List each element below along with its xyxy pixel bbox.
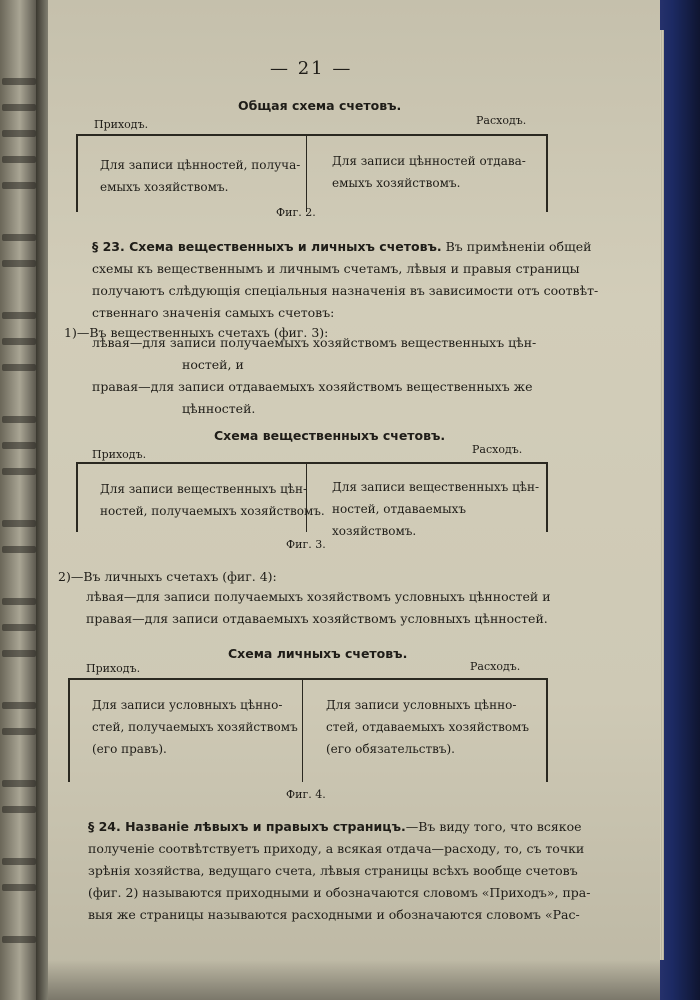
scheme2-right-cell: Для записи вещественныхъ цѣн- ностей, отдаваемыхъ хозяйствомъ. <box>332 480 540 538</box>
section23-paragraph: § 23. Схема вещественныхъ и личныхъ счетовъ. Въ примѣненіи общей схемы къ вещественнымъ и личнымъ счетамъ, лѣвыя и правыя страницы получаютъ слѣдующія спеціальныя назначенія въ зависимости отъ соотвѣт- ственнаго значенія самыхъ счетовъ: <box>92 239 599 320</box>
scheme1-right-header: Расходъ. <box>476 114 527 127</box>
scheme2-title: Схема вещественныхъ счетовъ. <box>214 428 446 443</box>
scheme3-title: Схема личныхъ счетовъ. <box>228 646 408 661</box>
figure2-caption: Фиг. 2. <box>276 206 316 219</box>
scheme2-left-cell: Для записи вещественныхъ цѣн- ностей, получаемыхъ хозяйствомъ. <box>100 482 325 518</box>
scheme1-table <box>76 134 548 212</box>
figure3-caption: Фиг. 3. <box>286 538 326 551</box>
figure4-caption: Фиг. 4. <box>286 788 326 801</box>
section23-heading: § 23. Схема вещественныхъ и личныхъ счетовъ. <box>92 239 442 254</box>
scheme3-right-header: Расходъ. <box>470 660 521 673</box>
section24-paragraph: § 24. Названіе лѣвыхъ и правыхъ страницъ.—Въ виду того, что всякое полученіе соотвѣтствуетъ приходу, а всякая отдача—расходу, то, съ точки зрѣнія хозяйства, ведущаго счета, лѣвыя страницы всѣхъ вообще счетовъ (фиг. 2) называются приходными и обозначаются словомъ «Приходъ», пра- выя же страницы называются расходными и обозначаются словомъ «Рас- <box>88 819 591 922</box>
scheme2-left-header: Приходъ. <box>92 448 147 461</box>
scheme3-right-cell: Для записи условныхъ цѣнно- стей, отдаваемыхъ хозяйствомъ (его обязательствъ). <box>326 698 530 756</box>
book-page <box>48 0 660 1000</box>
item2-label: 2)—Въ личныхъ счетахъ (фиг. 4): <box>58 569 277 584</box>
page-bottom-shadow <box>48 960 660 1000</box>
scheme1-left-cell: Для записи цѣнностей, получа- емыхъ хозяйствомъ. <box>100 158 301 194</box>
section24-heading: § 24. Названіе лѣвыхъ и правыхъ страницъ. <box>88 819 406 834</box>
item2-details: лѣвая—для записи получаемыхъ хозяйствомъ условныхъ цѣнностей и правая—для записи отдаваемыхъ хозяйствомъ условныхъ цѣнностей. <box>86 589 551 626</box>
page-number: — 21 — <box>270 58 353 79</box>
scheme1-title: Общая схема счетовъ. <box>238 98 402 113</box>
item1-details: лѣвая—для записи получаемыхъ хозяйствомъ вещественныхъ цѣн- ностей, и правая—для записи отдаваемыхъ хозяйствомъ вещественныхъ же цѣнностей. <box>92 335 537 416</box>
scheme1-left-header: Приходъ. <box>94 118 149 131</box>
scheme3-left-header: Приходъ. <box>86 662 141 675</box>
scheme3-table <box>68 678 548 782</box>
scheme2-table <box>76 462 548 538</box>
scheme1-right-cell: Для записи цѣнностей отдава- емыхъ хозяйствомъ. <box>332 154 526 190</box>
scheme3-left-cell: Для записи условныхъ цѣнно- стей, получаемыхъ хозяйствомъ (его правъ). <box>92 698 298 756</box>
left-page-text-fragments <box>0 0 38 1000</box>
item1-label: 1)—Въ вещественныхъ счетахъ (фиг. 3): <box>64 325 329 340</box>
book-cover <box>654 0 700 1000</box>
scheme2-right-header: Расходъ. <box>472 443 523 456</box>
